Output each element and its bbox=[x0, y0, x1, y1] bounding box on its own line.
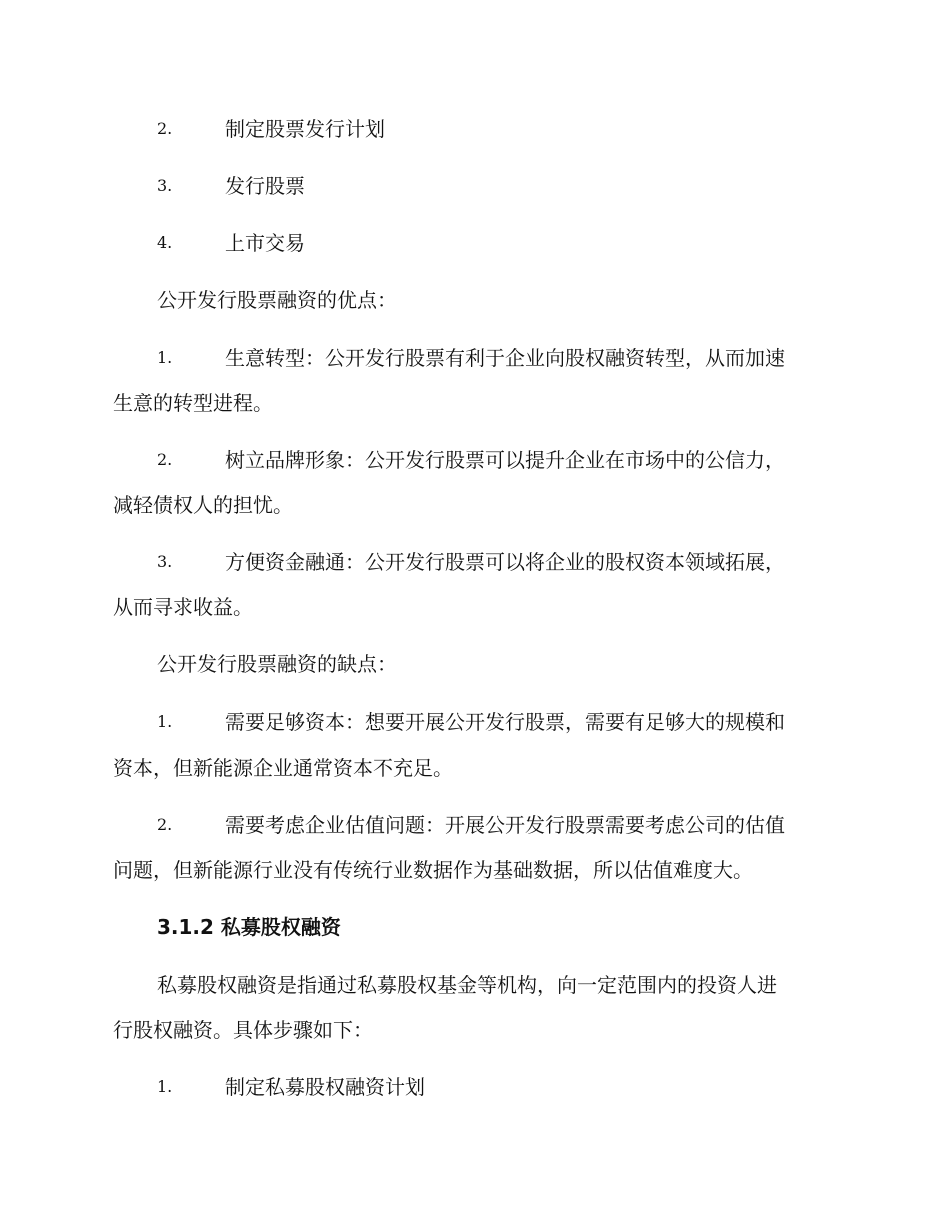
section-paragraph-line: 私募股权融资是指通过私募股权基金等机构，向一定范围内的投资人进 bbox=[157, 973, 777, 997]
list-text: 需要足够资本：想要开展公开发行股票，需要有足够大的规模和 bbox=[225, 710, 785, 734]
section-paragraph-continuation: 行股权融资。具体步骤如下： bbox=[113, 1018, 373, 1042]
list-text-continuation: 问题，但新能源行业没有传统行业数据作为基础数据，所以估值难度大。 bbox=[113, 858, 753, 882]
advantages-intro: 公开发行股票融资的优点： bbox=[157, 288, 397, 312]
list-number: 2. bbox=[157, 119, 173, 138]
list-number: 1. bbox=[157, 1077, 173, 1096]
list-text-continuation: 减轻债权人的担忧。 bbox=[113, 493, 293, 517]
disadvantages-intro: 公开发行股票融资的缺点： bbox=[157, 652, 397, 676]
list-text: 制定股票发行计划 bbox=[225, 117, 385, 141]
list-text: 树立品牌形象：公开发行股票可以提升企业在市场中的公信力， bbox=[225, 448, 785, 472]
list-text-continuation: 生意的转型进程。 bbox=[113, 391, 273, 415]
list-number: 2. bbox=[157, 815, 173, 834]
list-number: 2. bbox=[157, 450, 173, 469]
list-text: 制定私募股权融资计划 bbox=[225, 1075, 425, 1099]
list-text: 生意转型：公开发行股票有利于企业向股权融资转型，从而加速 bbox=[225, 346, 785, 370]
list-number: 3. bbox=[157, 176, 173, 195]
list-number: 4. bbox=[157, 233, 173, 252]
list-text-continuation: 资本，但新能源企业通常资本不充足。 bbox=[113, 756, 453, 780]
list-text: 上市交易 bbox=[225, 231, 305, 255]
list-number: 3. bbox=[157, 552, 173, 571]
list-number: 1. bbox=[157, 348, 173, 367]
list-number: 1. bbox=[157, 712, 173, 731]
section-heading: 3.1.2 私募股权融资 bbox=[157, 915, 341, 939]
list-text-continuation: 从而寻求收益。 bbox=[113, 595, 253, 619]
list-text: 方便资金融通：公开发行股票可以将企业的股权资本领域拓展， bbox=[225, 550, 785, 574]
list-text: 发行股票 bbox=[225, 174, 305, 198]
list-text: 需要考虑企业估值问题：开展公开发行股票需要考虑公司的估值 bbox=[225, 813, 785, 837]
